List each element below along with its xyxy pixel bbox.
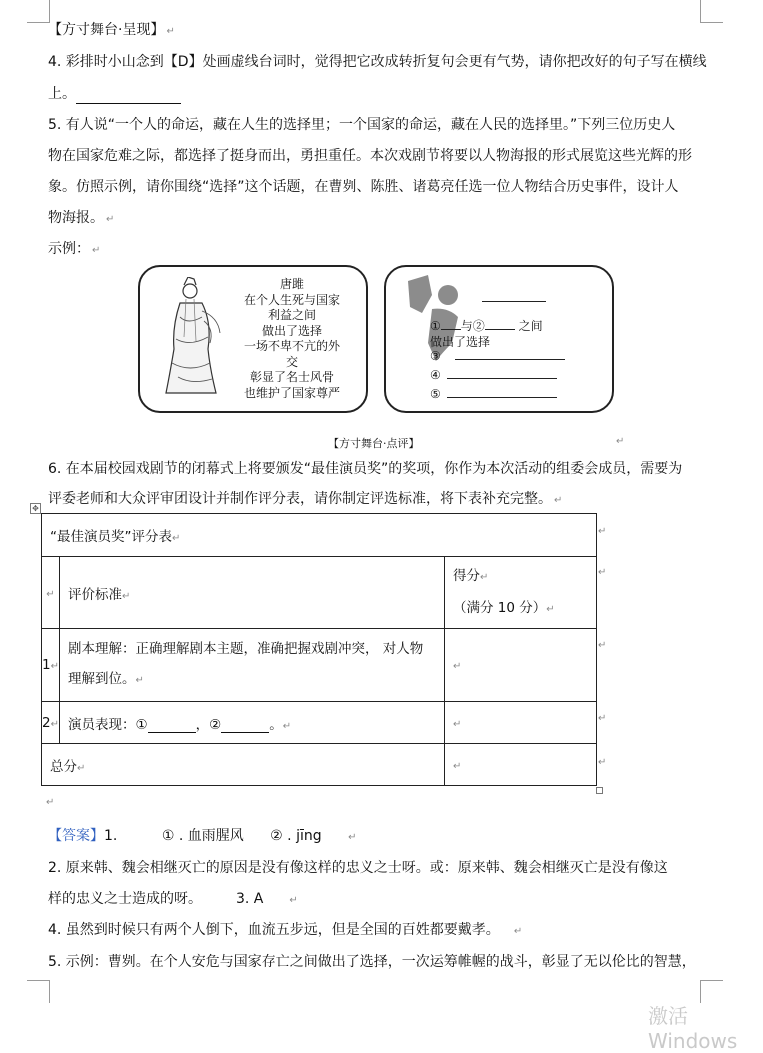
question-5-text-1: 5. 有人说“一个人的命运，藏在人生的选择里；一个国家的命运，藏在人民的选择里。”下列三位历史人 bbox=[48, 117, 676, 133]
scholar-figure-image bbox=[158, 277, 228, 397]
question-5-text-4: 物海报。 ↵ bbox=[48, 210, 115, 226]
performance-blank-1[interactable] bbox=[148, 719, 196, 733]
score-table-title: “最佳演员奖”评分表↵ bbox=[42, 514, 597, 557]
table-resize-handle-icon[interactable] bbox=[596, 787, 603, 794]
performance-blank-2[interactable] bbox=[221, 719, 269, 733]
row-1-criteria: 剧本理解：正确理解剧本主题，准确把握戏剧冲突， 对人物 理解到位。↵ bbox=[59, 629, 444, 702]
table-move-handle-icon[interactable]: ✥ bbox=[30, 503, 41, 514]
poster-row-3: ③ bbox=[430, 349, 590, 365]
row-end-mark-icon: ↵ bbox=[598, 713, 607, 724]
row-end-mark-icon: ↵ bbox=[598, 567, 607, 578]
question-6-text-2: 评委老师和大众评审团设计并制作评分表，请你制定评选标准，将下表补充完整。 ↵ bbox=[48, 491, 563, 507]
question-5-text-3: 象。仿照示例，请你围绕“选择”这个话题，在曹刿、陈胜、诸葛亮任选一位人物结合历史事件，设计人 bbox=[48, 179, 679, 195]
total-score-input[interactable]: ↵ bbox=[444, 744, 596, 786]
score-table bbox=[41, 513, 597, 786]
poster-row-4: ④ bbox=[430, 368, 590, 384]
paragraph-mark-icon: ↵ bbox=[513, 926, 523, 937]
question-4-text: 4. 彩排时小山念到【D】处画虚线台词时，觉得把它改成转折复句会更有气势，请你把改好的句子写在横线 bbox=[48, 54, 707, 70]
paragraph-mark-icon: ↵ bbox=[106, 214, 115, 225]
example-poster-card bbox=[138, 265, 368, 413]
row-end-mark-icon: ↵ bbox=[598, 757, 607, 768]
total-label-cell: 总分↵ bbox=[42, 744, 445, 786]
row-end-mark-icon: ↵ bbox=[598, 526, 607, 537]
paragraph-mark-icon: ↵ bbox=[554, 495, 563, 506]
row-2-score-input[interactable]: ↵ bbox=[444, 702, 596, 744]
answer-2-line-1: 2. 原来韩、魏会相继灭亡的原因是没有像这样的忠义之士呀。或：原来韩、魏会相继灭亡是没有像这 bbox=[48, 860, 668, 876]
section-heading-review: 【方寸舞台·点评】 bbox=[328, 437, 420, 450]
answer-4: 4. 虽然到时候只有两个人倒下，血流五步远，但是全国的百姓都要戴孝。 ↵ bbox=[48, 922, 523, 938]
paragraph-mark-icon: ↵ bbox=[348, 832, 357, 843]
answer-2-line-2: 样的忠义之士造成的呀。 3. A ↵ bbox=[48, 891, 298, 907]
poster-row-2: 做出了选择 bbox=[430, 335, 491, 349]
answer-label: 【答案】 bbox=[48, 828, 104, 844]
header-score-cell: 得分↵ （满分 10 分）↵ bbox=[444, 557, 596, 629]
paragraph-mark-icon: ↵ bbox=[289, 895, 298, 906]
crop-mark-top-left bbox=[27, 0, 50, 23]
answer-1: 【答案】1. ① . 血雨腥风 ② . jīng ↵ bbox=[48, 828, 357, 844]
question-6-text-1: 6. 在本届校园戏剧节的闭幕式上将要颁发“最佳演员奖”的奖项，你作为本次活动的组委会成员，需要为 bbox=[48, 461, 683, 477]
blank-poster-card bbox=[384, 265, 614, 413]
paragraph-mark-icon: ↵ bbox=[616, 436, 625, 447]
row-end-mark-icon: ↵ bbox=[598, 640, 607, 651]
row-2-number: 2↵ bbox=[42, 702, 60, 744]
activation-watermark: 激活 Windows bbox=[648, 1004, 738, 1053]
answer-blank[interactable] bbox=[76, 89, 181, 104]
example-poster-text: 唐雎 在个人生死与国家 利益之间 做出了选择 一场不卑不亢的外 交 彰显了名士风骨 也维护了国家尊严 bbox=[243, 277, 340, 400]
header-criteria-cell: 评价标准↵ bbox=[59, 557, 444, 629]
row-1-number: 1↵ bbox=[42, 629, 60, 702]
poster-title-blank[interactable] bbox=[482, 301, 546, 302]
row-2-criteria: 演员表现：① ，② 。↵ bbox=[59, 702, 444, 744]
example-label: 示例： ↵ bbox=[48, 241, 101, 257]
answer-5: 5. 示例：曹刿。在个人安危与国家存亡之间做出了选择，一次运筹帷幄的战斗，彰显了无以伦比的智慧， bbox=[48, 954, 696, 970]
crop-mark-top-right bbox=[700, 0, 723, 23]
section-heading-present: 【方寸舞台·呈现】 ↵ bbox=[48, 22, 175, 38]
row-1-score-input[interactable]: ↵ bbox=[444, 629, 596, 702]
header-number-cell: ↵ bbox=[42, 557, 60, 629]
paragraph-mark-icon: ↵ bbox=[166, 26, 175, 37]
question-4-answer-line: 上。 bbox=[48, 84, 181, 104]
paragraph-mark-icon: ↵ bbox=[46, 797, 55, 808]
paragraph-mark-icon: ↵ bbox=[92, 245, 101, 256]
crop-mark-bottom-left bbox=[27, 980, 50, 1003]
question-5-text-2: 物在国家危难之际，都选择了挺身而出，勇担重任。本次戏剧节将要以人物海报的形式展览这些光辉的形 bbox=[48, 148, 692, 164]
poster-row-1: ① 与② 之间 bbox=[430, 319, 543, 333]
poster-row-5: ⑤ bbox=[430, 387, 590, 403]
